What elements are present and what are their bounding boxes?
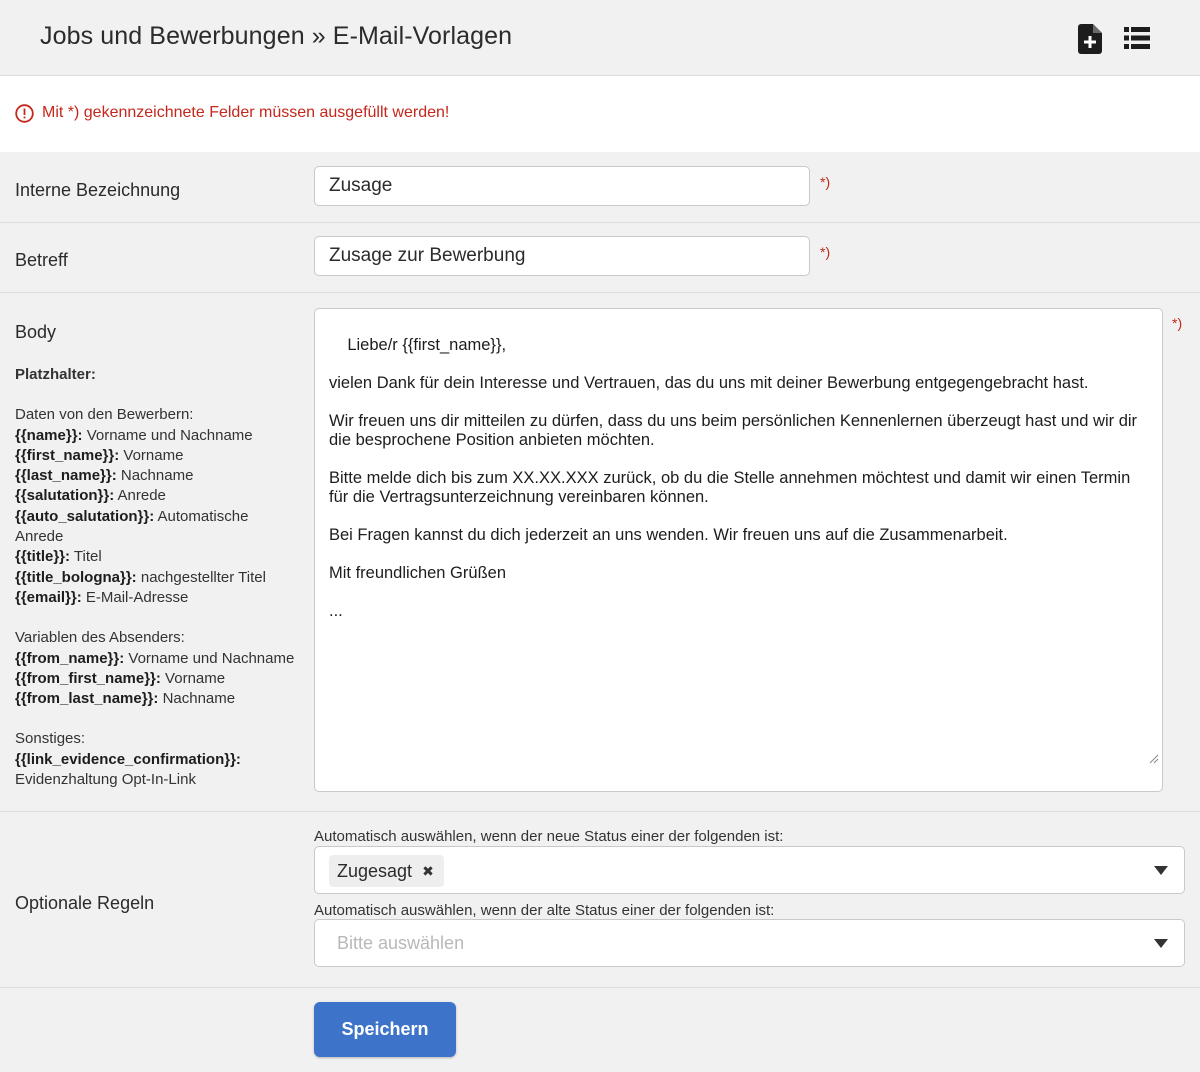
applicant-heading: Daten von den Bewerbern:: [15, 406, 194, 424]
placeholder-item: {{auto_salutation}}: Automatische Anrede: [15, 507, 249, 546]
placeholder-item: {{salutation}}: Anrede: [15, 487, 166, 505]
body-label: Body: [15, 322, 57, 342]
placeholder-item: {{from_first_name}}: Vorname: [15, 669, 226, 687]
required-marker: *): [1172, 315, 1183, 331]
required-marker: *): [820, 174, 831, 190]
row-internal-name: [0, 152, 1200, 223]
new-status-select[interactable]: [314, 846, 1185, 894]
placeholder-help: [15, 365, 295, 790]
status-chip: [329, 855, 444, 887]
status-chip-label: Zugesagt: [337, 860, 413, 881]
body-text: Liebe/r {{first_name}}, vielen Dank für dein Interesse und Vertrauen, das du uns mit deiner Bewerbung entgegengebracht hast. Wir freuen uns dir mitteilen zu dürfen, dass du uns beim persönlichen Kennenlernen überzeugt hast und wir dir die besprochene Position anbieten möchten. Bitte melde dich bis zum XX.XX.XXX zurück, ob du die Stelle annehmen möchtest und damit wir einen Termin für die Vertragsunterzeichnung vereinbaren können. Bei Fragen kannst du dich jederzeit an uns wenden. Wir freuen uns auf die Zusammenarbeit. Mit freundlichen Grüßen ...: [329, 336, 1138, 620]
chevron-down-icon: [1154, 939, 1168, 948]
placeholder-title: Platzhalter:: [15, 366, 96, 383]
file-add-icon[interactable]: [1078, 24, 1102, 59]
resize-grip-icon[interactable]: [1121, 731, 1159, 788]
misc-heading: Sonstiges:: [15, 730, 86, 748]
row-subject: [0, 223, 1200, 293]
placeholder-item: {{last_name}}: Nachname: [15, 467, 194, 485]
body-textarea[interactable]: [314, 308, 1163, 792]
required-notice: [0, 76, 1200, 152]
placeholder-item: {{name}}: Vorname und Nachname: [15, 426, 253, 444]
list-icon[interactable]: [1124, 27, 1150, 54]
save-button[interactable]: Speichern: [314, 1002, 456, 1057]
required-marker: *): [820, 244, 831, 260]
placeholder-item: {{link_evidence_confirmation}}: Evidenzhaltung Opt-In-Link: [15, 750, 241, 789]
optional-rules-label: Optionale Regeln: [15, 893, 155, 913]
placeholder-item: {{from_name}}: Vorname und Nachname: [15, 649, 295, 667]
page-title: Jobs und Bewerbungen » E-Mail-Vorlagen: [40, 22, 513, 50]
sender-heading: Variablen des Absenders:: [15, 629, 185, 647]
placeholder-item: {{title_bologna}}: nachgestellter Titel: [15, 568, 266, 586]
placeholder-item: {{from_last_name}}: Nachname: [15, 690, 236, 708]
internal-name-input[interactable]: [314, 166, 810, 206]
placeholder-item: {{title}}: Titel: [15, 548, 102, 566]
top-bar: [0, 0, 1200, 76]
notice-text: Mit *) gekennzeichnete Felder müssen ausgefüllt werden!: [42, 104, 450, 121]
placeholder-item: {{first_name}}: Vorname: [15, 446, 184, 464]
row-body: [0, 293, 1200, 812]
remove-chip-icon[interactable]: ✖: [422, 862, 434, 879]
old-status-label: Automatisch auswählen, wenn der alte Status einer der folgenden ist:: [314, 902, 775, 919]
row-optional-rules: [0, 812, 1200, 988]
old-status-placeholder: Bitte auswählen: [337, 933, 465, 953]
subject-input[interactable]: [314, 236, 810, 276]
chevron-down-icon: [1154, 866, 1168, 875]
old-status-select[interactable]: [314, 919, 1185, 967]
new-status-label: Automatisch auswählen, wenn der neue Status einer der folgenden ist:: [314, 828, 784, 845]
internal-name-label: Interne Bezeichnung: [15, 180, 181, 200]
subject-label: Betreff: [15, 250, 68, 270]
placeholder-item: {{email}}: E-Mail-Adresse: [15, 588, 189, 606]
alert-circle-icon: [15, 104, 34, 128]
